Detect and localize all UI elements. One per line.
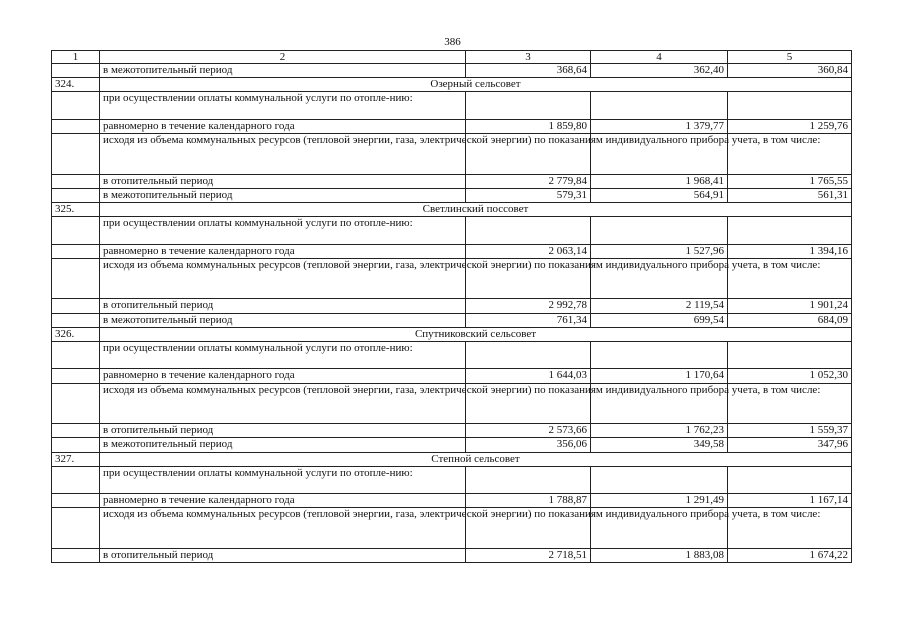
table-row	[52, 174, 852, 188]
value-col-3: 1 859,80	[466, 119, 591, 133]
value-col-3	[466, 466, 591, 493]
value-col-5	[728, 217, 852, 244]
value-col-4: 349,58	[591, 438, 728, 452]
section-number: 324.	[52, 78, 100, 92]
row-label: исходя из объема коммунальных ресурсов (тепловой энергии, газа, электрической энергии) по показаниям индивидуального прибора учета, в том числе:	[100, 508, 466, 549]
value-col-3: 2 063,14	[466, 244, 591, 258]
row-number-cell	[52, 494, 100, 508]
row-number-cell	[52, 313, 100, 327]
section-title: Светлинский поссовет	[100, 203, 852, 217]
value-col-5: 1 259,76	[728, 119, 852, 133]
value-col-5: 347,96	[728, 438, 852, 452]
row-label: исходя из объема коммунальных ресурсов (тепловой энергии, газа, электрической энергии) по показаниям индивидуального прибора учета, в том числе:	[100, 134, 466, 175]
table-header-row	[52, 51, 852, 64]
description-row	[52, 217, 852, 244]
table-row	[52, 424, 852, 438]
row-label: при осуществлении оплаты коммунальной услуги по отопле-нию:	[100, 466, 466, 493]
table-row	[52, 548, 852, 562]
column-header-4: 4	[591, 51, 728, 64]
value-col-3: 2 573,66	[466, 424, 591, 438]
row-label: при осуществлении оплаты коммунальной услуги по отопле-нию:	[100, 92, 466, 119]
row-label: в отопительный период	[100, 299, 466, 313]
value-col-3: 2 718,51	[466, 548, 591, 562]
row-label: равномерно в течение календарного года	[100, 494, 466, 508]
section-title: Озерный сельсовет	[100, 78, 852, 92]
value-col-3: 2 992,78	[466, 299, 591, 313]
row-number-cell	[52, 424, 100, 438]
value-col-3	[466, 217, 591, 244]
row-number-cell	[52, 299, 100, 313]
column-header-3: 3	[466, 51, 591, 64]
value-col-3: 1 788,87	[466, 494, 591, 508]
row-number-cell	[52, 548, 100, 562]
value-col-5	[728, 92, 852, 119]
table-row	[52, 244, 852, 258]
row-number-cell	[52, 508, 100, 549]
value-col-4: 1 527,96	[591, 244, 728, 258]
row-number-cell	[52, 383, 100, 424]
section-number: 325.	[52, 203, 100, 217]
value-col-3	[466, 92, 591, 119]
value-col-5: 1 765,55	[728, 174, 852, 188]
value-col-5: 684,09	[728, 313, 852, 327]
column-header-5: 5	[728, 51, 852, 64]
row-label: равномерно в течение календарного года	[100, 244, 466, 258]
value-col-4	[591, 217, 728, 244]
row-number-cell	[52, 466, 100, 493]
row-label: равномерно в течение календарного года	[100, 369, 466, 383]
row-label: при осуществлении оплаты коммунальной услуги по отопле-нию:	[100, 217, 466, 244]
value-col-4: 362,40	[591, 64, 728, 78]
value-col-5: 1 394,16	[728, 244, 852, 258]
section-title: Степной сельсовет	[100, 452, 852, 466]
section-number: 327.	[52, 452, 100, 466]
value-col-4: 1 379,77	[591, 119, 728, 133]
section-row	[52, 452, 852, 466]
row-label: равномерно в течение календарного года	[100, 119, 466, 133]
value-col-4	[591, 466, 728, 493]
row-label: исходя из объема коммунальных ресурсов (тепловой энергии, газа, электрической энергии) по показаниям индивидуального прибора учета, в том числе:	[100, 258, 466, 299]
table-row	[52, 494, 852, 508]
row-label: исходя из объема коммунальных ресурсов (тепловой энергии, газа, электрической энергии) по показаниям индивидуального прибора учета, в том числе:	[100, 383, 466, 424]
description-row	[52, 134, 852, 175]
tariff-table	[51, 50, 852, 563]
row-number-cell	[52, 92, 100, 119]
value-col-4: 1 170,64	[591, 369, 728, 383]
value-col-4: 2 119,54	[591, 299, 728, 313]
value-col-4: 1 968,41	[591, 174, 728, 188]
row-number-cell	[52, 134, 100, 175]
table-row	[52, 119, 852, 133]
table-row	[52, 64, 852, 78]
section-number: 326.	[52, 327, 100, 341]
row-number-cell	[52, 342, 100, 369]
row-label: в отопительный период	[100, 424, 466, 438]
row-number-cell	[52, 174, 100, 188]
value-col-4	[591, 342, 728, 369]
section-row	[52, 78, 852, 92]
row-label: в отопительный период	[100, 174, 466, 188]
value-col-5: 1 167,14	[728, 494, 852, 508]
value-col-5: 1 901,24	[728, 299, 852, 313]
column-header-2: 2	[100, 51, 466, 64]
value-col-3: 356,06	[466, 438, 591, 452]
row-label: в межотопительный период	[100, 64, 466, 78]
row-label: при осуществлении оплаты коммунальной услуги по отопле-нию:	[100, 342, 466, 369]
value-col-5	[728, 342, 852, 369]
table-row	[52, 188, 852, 202]
value-col-4	[591, 92, 728, 119]
table-row	[52, 438, 852, 452]
description-row	[52, 258, 852, 299]
row-label: в межотопительный период	[100, 188, 466, 202]
row-number-cell	[52, 369, 100, 383]
value-col-5: 360,84	[728, 64, 852, 78]
value-col-3: 579,31	[466, 188, 591, 202]
value-col-3: 761,34	[466, 313, 591, 327]
value-col-3: 1 644,03	[466, 369, 591, 383]
value-col-3: 2 779,84	[466, 174, 591, 188]
row-number-cell	[52, 438, 100, 452]
value-col-4: 1 883,08	[591, 548, 728, 562]
row-number-cell	[52, 217, 100, 244]
value-col-5: 1 559,37	[728, 424, 852, 438]
description-row	[52, 508, 852, 549]
table-row	[52, 299, 852, 313]
section-row	[52, 327, 852, 341]
row-number-cell	[52, 188, 100, 202]
description-row	[52, 342, 852, 369]
section-row	[52, 203, 852, 217]
description-row	[52, 383, 852, 424]
row-number-cell	[52, 64, 100, 78]
column-header-1: 1	[52, 51, 100, 64]
value-col-4: 564,91	[591, 188, 728, 202]
row-label: в межотопительный период	[100, 313, 466, 327]
value-col-4: 699,54	[591, 313, 728, 327]
value-col-5	[728, 466, 852, 493]
page-number: 386	[444, 36, 461, 48]
row-number-cell	[52, 244, 100, 258]
value-col-3	[466, 342, 591, 369]
table-body	[52, 51, 852, 563]
value-col-5: 561,31	[728, 188, 852, 202]
value-col-5: 1 674,22	[728, 548, 852, 562]
value-col-4: 1 762,23	[591, 424, 728, 438]
value-col-4: 1 291,49	[591, 494, 728, 508]
value-col-3: 368,64	[466, 64, 591, 78]
table-row	[52, 313, 852, 327]
row-number-cell	[52, 119, 100, 133]
value-col-5: 1 052,30	[728, 369, 852, 383]
section-title: Спутниковский сельсовет	[100, 327, 852, 341]
row-number-cell	[52, 258, 100, 299]
row-label: в межотопительный период	[100, 438, 466, 452]
description-row	[52, 92, 852, 119]
description-row	[52, 466, 852, 493]
row-label: в отопительный период	[100, 548, 466, 562]
table-row	[52, 369, 852, 383]
